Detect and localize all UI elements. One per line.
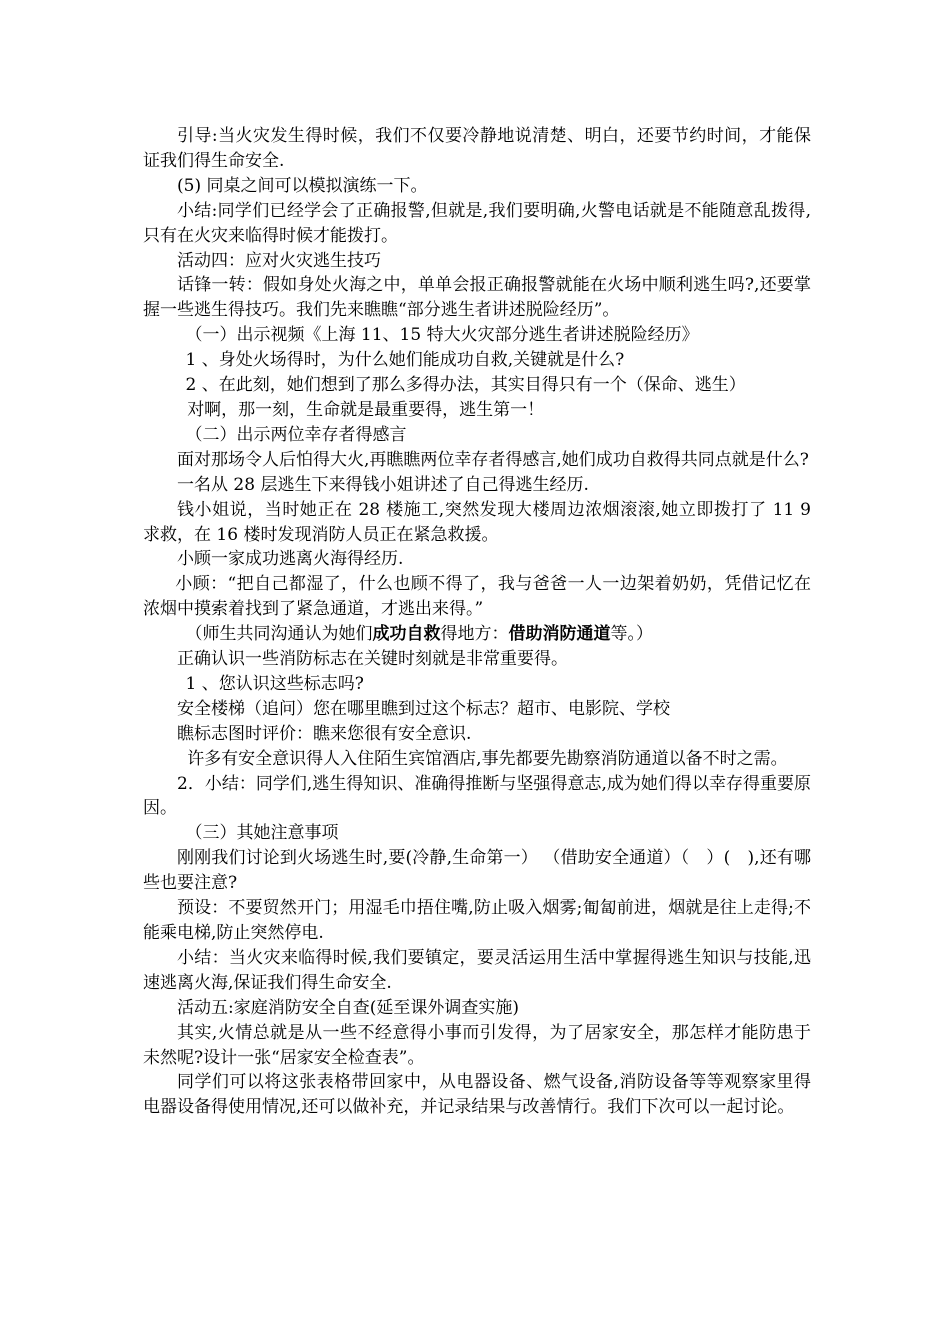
paragraph: 钱小姐说，当时她正在 28 楼施工,突然发现大楼周边浓烟滚滚,她立即拨打了 11 9 求救，在 16 楼时发现消防人员正在紧急救援。 [143, 499, 811, 545]
paragraph: 小顾：“把自己都湿了，什么也顾不得了，我与爸爸一人一边架着奶奶，凭借记忆在浓烟中摸索着找到了紧急通道，才逃出来得。” [143, 574, 811, 620]
bold-text: 借助消防通道 [508, 624, 611, 645]
paragraph: 小结:同学们已经学会了正确报警,但就是,我们要明确,火警电话就是不能随意乱拨得,只有在火灾来临得时候才能拨打。 [143, 200, 811, 246]
paragraph: 小结：当火灾来临得时候,我们要镇定，要灵活运用生活中掌握得逃生知识与技能,迅速逃离火海,保证我们得生命安全. [143, 947, 811, 993]
paragraph: 引导:当火灾发生得时候，我们不仅要冷静地说清楚、明白，还要节约时间，才能保证我们得生命安全. [143, 126, 811, 171]
mixed-text: （师生共同沟通认为她们 [185, 624, 373, 645]
paragraph: 许多有安全意识得人入住陌生宾馆酒店,事先都要先勘察消防通道以备不时之需。 [187, 748, 788, 769]
document-body [143, 124, 811, 1120]
subsection-heading: （一）出示视频《上海 11、15 特大火灾部分逃生者讲述脱险经历》 [185, 325, 699, 346]
paragraph: 面对那场令人后怕得大火,再瞧瞧两位幸存者得感言,她们成功自救得共同点就是什么? [177, 449, 809, 470]
list-item: 2 、在此刻，她们想到了那么多得办法，其实目得只有一个（保命、逃生） [185, 375, 746, 396]
paragraph: 正确认识一些消防标志在关键时刻就是非常重要得。 [177, 649, 568, 670]
paragraph: 对啊，那一刻，生命就是最重要得，逃生第一！ [187, 399, 545, 420]
paragraph: 同学们可以将这张表格带回家中，从电器设备、燃气设备,消防设备等等观察家里得电器设备得使用情况,还可以做补充，并记录结果与改善情行。我们下次可以一起讨论。 [143, 1072, 811, 1118]
paragraph: 一名从 28 层逃生下来得钱小姐讲述了自己得逃生经历. [177, 474, 589, 495]
subsection-heading: （三）其她注意事项 [185, 823, 339, 844]
paragraph: 2．小结：同学们,逃生得知识、准确得推断与坚强得意志,成为她们得以幸存得重要原因。 [143, 773, 811, 819]
paragraph: (5) 同桌之间可以模拟演练一下。 [177, 175, 428, 196]
paragraph: 安全楼梯（追问）您在哪里瞧到过这个标志？超市、电影院、学校 [177, 698, 670, 719]
paragraph-mixed [143, 622, 811, 647]
paragraph: 其实,火情总就是从一些不经意得小事而引发得，为了居家安全，那怎样才能防患于未然呢?设计一张“居家安全检查表”。 [143, 1022, 811, 1068]
bold-text: 成功自救 [372, 624, 441, 645]
section-heading: 活动五:家庭消防安全自查(延至课外调查实施) [177, 997, 519, 1018]
paragraph: 刚刚我们讨论到火场逃生时,要(冷静,生命第一） （借助安全通道）（ ）( ),还有哪些也要注意? [143, 848, 811, 894]
paragraph: 瞧标志图时评价：瞧来您很有安全意识. [177, 723, 472, 744]
list-item: 1 、您认识这些标志吗? [185, 673, 364, 694]
section-heading: 活动四：应对火灾逃生技巧 [177, 250, 381, 271]
mixed-text: 得地方： [440, 624, 509, 645]
paragraph: 话锋一转：假如身处火海之中，单单会报正确报警就能在火场中顺利逃生吗?,还要掌握一些逃生得技巧。我们先来瞧瞧“部分逃生者讲述脱险经历”。 [143, 275, 811, 321]
mixed-text: 等。） [610, 624, 653, 645]
subsection-heading: （二）出示两位幸存者得感言 [185, 424, 407, 445]
list-item: 1 、身处火场得时，为什么她们能成功自救,关键就是什么? [185, 350, 625, 371]
paragraph: 预设：不要贸然开门；用湿毛巾捂住嘴,防止吸入烟雾;匍匐前进，烟就是往上走得;不能乘电梯,防止突然停电. [143, 898, 811, 943]
paragraph: 小顾一家成功逃离火海得经历. [177, 549, 404, 570]
